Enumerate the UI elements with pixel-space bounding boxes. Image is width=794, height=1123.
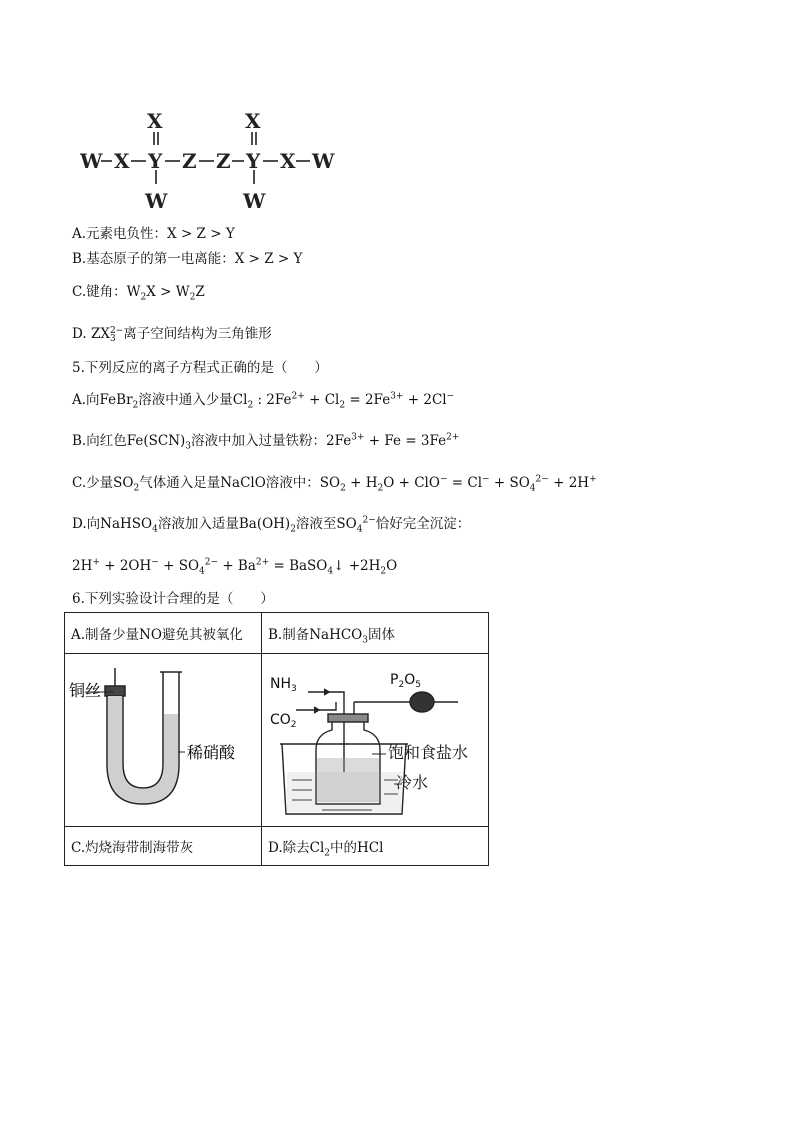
- q5-option-a: A.向FeBr$_2$溶液中通入少量$Cl_2$ : $2Fe^{2+} + Cl_2 = 2Fe^{3+} + 2Cl^-$: [72, 391, 455, 411]
- q4-option-b: B.基态原子的第一电离能：X > Z > Y: [72, 251, 303, 267]
- figure-a-cell: [65, 654, 262, 827]
- nh3-label: $NH_3$: [270, 676, 297, 694]
- q6-stem: 6.下列实验设计合理的是（ ）: [72, 591, 274, 607]
- q4-option-a: A.元素电负性：X > Z > Y: [72, 226, 235, 242]
- atom-x-top-right: X: [245, 109, 261, 133]
- figure-b-cell: [262, 654, 489, 827]
- atom-x-right: X: [280, 149, 296, 173]
- atom-w-left: W: [80, 149, 103, 173]
- nahco3-apparatus: [262, 654, 488, 822]
- atom-x-top-left: X: [147, 109, 163, 133]
- molecular-structure: [80, 108, 340, 214]
- q6-option-c-label: C.灼烧海带制海带灰: [65, 827, 262, 866]
- q6-option-b-label: B.制备NaHCO$_3$固体: [262, 613, 489, 654]
- co2-label: $CO_2$: [270, 712, 297, 730]
- q6-option-d-label: D.除去$Cl_2$中的HCl: [262, 827, 489, 866]
- copper-wire-label: 铜丝: [69, 681, 102, 700]
- cold-water-label: 冷水: [396, 773, 429, 792]
- saturated-brine-label: 饱和食盐水: [388, 743, 469, 762]
- atom-w-bottom-left: W: [145, 189, 168, 213]
- p2o5-label: $P_2O_5$: [390, 672, 421, 690]
- atom-w-bottom-right: W: [243, 189, 266, 213]
- q5-option-b: B.向红色$Fe(SCN)_3$溶液中加入过量铁粉：$2Fe^{3+} + Fe = 3Fe^{2+}$: [72, 432, 460, 452]
- atom-y-left: Y: [148, 149, 163, 173]
- atom-w-right: W: [312, 149, 335, 173]
- atom-z-2: Z: [216, 149, 231, 173]
- q6-option-a-label: A.制备少量NO避免其被氧化: [65, 613, 262, 654]
- atom-x-left: X: [114, 149, 130, 173]
- bond-lines: [101, 132, 310, 184]
- q5-stem: 5.下列反应的离子方程式正确的是（ ）: [72, 360, 328, 376]
- q5-option-d-line2: $2H^+ + 2OH^- + SO_4^{2-} + Ba^{2+}$ = BaSO$_4$↓ $+2H_2O$: [72, 557, 398, 577]
- atom-z-1: Z: [182, 149, 197, 173]
- experiment-table: [64, 612, 489, 866]
- atom-y-right: Y: [246, 149, 261, 173]
- q5-option-d-line1: D.向NaHSO$_4$溶液加入适量$Ba(OH)_2$溶液至$SO_4^{2-}$恰好完全沉淀：: [72, 515, 471, 535]
- u-tube-apparatus: [65, 654, 261, 822]
- q4-option-d: D. ZX 2− 3 离子空间结构为三角锥形: [72, 325, 272, 344]
- q4-option-c: C.键角：$W_2X > W_2Z$: [72, 284, 205, 303]
- q5-option-c: C.少量$SO_2$气体通入足量NaClO溶液中：$SO_2 + H_2O + ClO^- = Cl^- + SO_4^{2-} + 2H^+$: [72, 474, 597, 494]
- dilute-nitric-acid-label: 稀硝酸: [187, 743, 236, 762]
